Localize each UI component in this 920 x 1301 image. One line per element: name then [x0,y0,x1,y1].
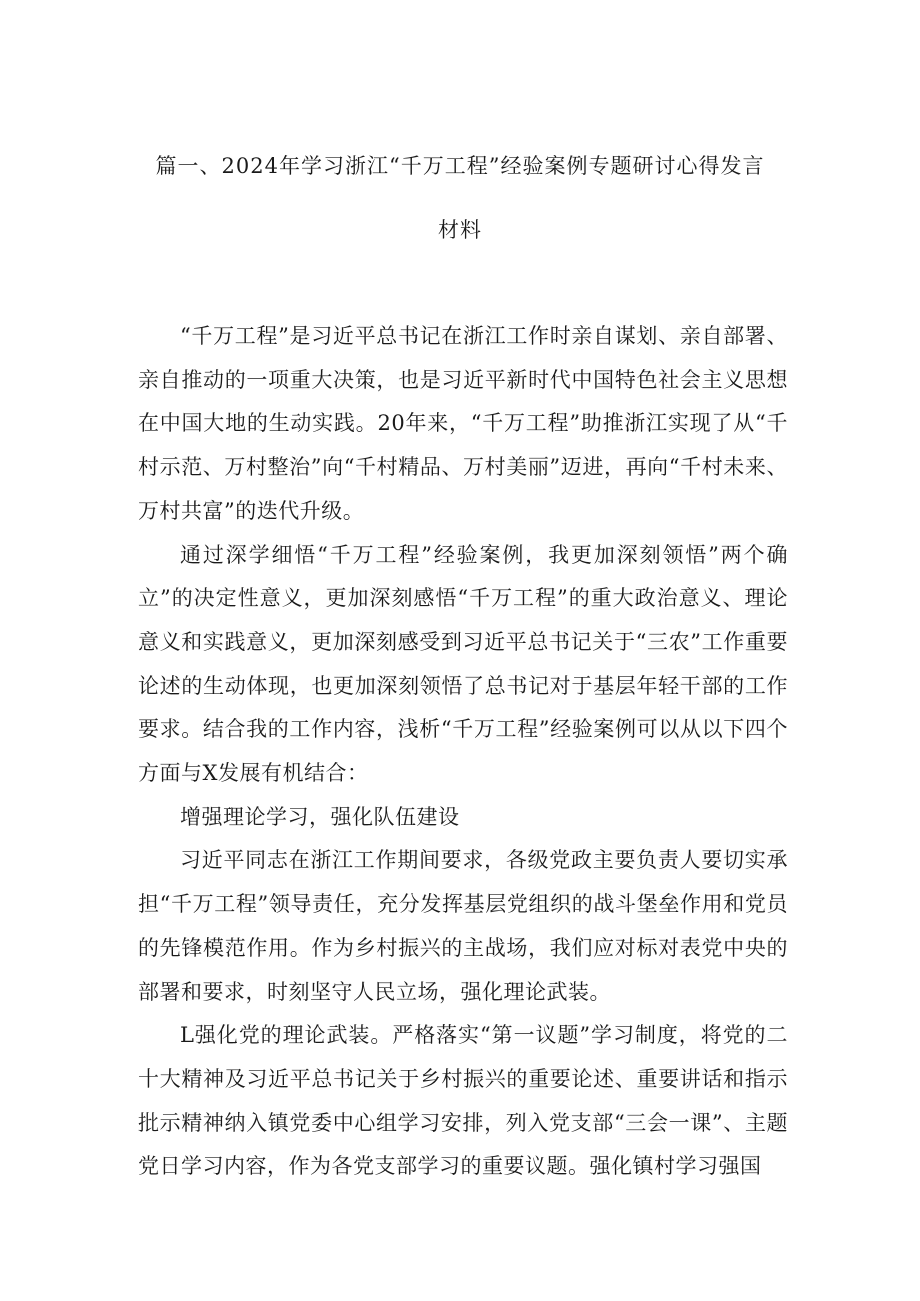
paragraph-theory: L强化党的理论武装。严格落实“第一议题”学习制度，将党的二十大精神及习近平总书记关于乡村振兴的重要论述、重要讲话和指示批示精神纳入镇党委中心组学习安排，列入党支部“三会一课”、主题党日学习内容，作为各党支部学习的重要议题。强化镇村学习强国 [138,1023,788,1179]
document-title-line-2: 材料 [438,218,482,242]
paragraph-intro: “千万工程”是习近平总书记在浙江工作时亲自谋划、亲自部署、亲自推动的一项重大决策，也是习近平新时代中国特色社会主义思想在中国大地的生动实践。20年来，“千万工程”助推浙江实现了从“千村示范、万村整治”向“千村精品、万村美丽”迈进，再向“千村未来、万村共富”的迭代升级。 [138,324,788,523]
section-heading: 增强理论学习，强化队伍建设 [180,804,460,829]
document-body [138,315,788,1189]
paragraph-requirement: 习近平同志在浙江工作期间要求，各级党政主要负责人要切实承担“千万工程”领导责任，充分发挥基层党组织的战斗堡垒作用和党员的先锋模范作用。作为乡村振兴的主战场，我们应对标对表党中央的部署和要求，时刻坚守人民立场，强化理论武装。 [138,848,788,1004]
paragraph-reflection: 通过深学细悟“千万工程”经验案例，我更加深刻领悟”两个确立”的决定性意义，更加深刻感悟“千万工程”的重大政治意义、理论意义和实践意义，更加深刻感受到习近平总书记关于“三农”工作重要论述的生动体现，也更加深刻领悟了总书记对于基层年轻干部的工作要求。结合我的工作内容，浅析“千万工程”经验案例可以从以下四个方面与X发展有机结合： [138,542,788,786]
document-title-line-1: 篇一、2024年学习浙江“千万工程”经验案例专题研讨心得发言 [155,154,765,178]
